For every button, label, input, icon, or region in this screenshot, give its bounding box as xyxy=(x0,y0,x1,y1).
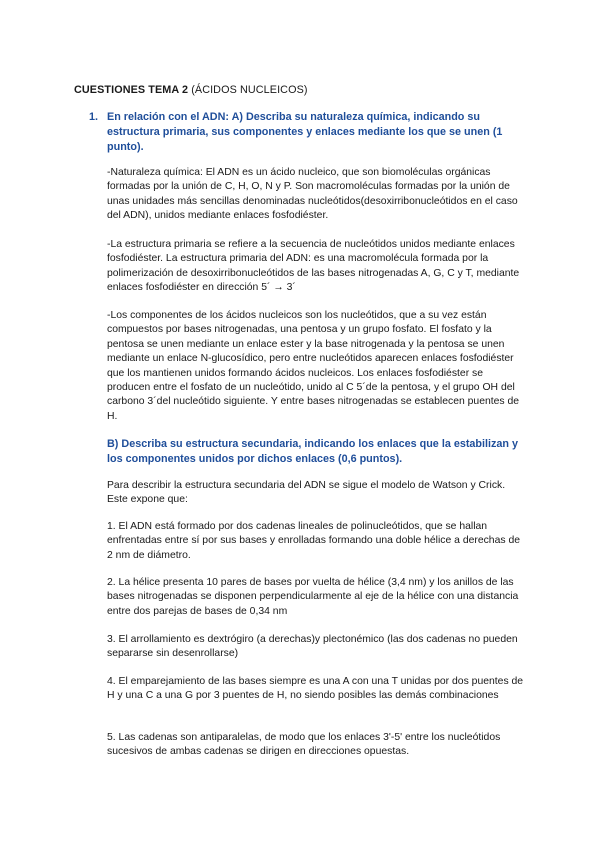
title-rest: (ÁCIDOS NUCLEICOS) xyxy=(188,84,308,96)
paragraph-estructura-primaria: -La estructura primaria se refiere a la secuencia de nucleótidos unidos mediante enlaces fosfodiéster. La estructura primaria del ADN: es una macromolécula formada por la polimerización de desoxirribonucleótidos de las bases nitrogenadas A, G, C y T, mediante enlaces fosfodiéster en dirección 5´ → 3´ xyxy=(107,239,520,294)
title-bold: CUESTIONES TEMA 2 xyxy=(74,84,189,96)
question-1b: B) Describa su estructura secundaria, indicando los enlaces que la estabilizan y los componentes unidos por dichos enlaces (0,6 puntos). xyxy=(107,438,519,465)
paragraph-point-5: 5. Las cadenas son antiparalelas, de modo que los enlaces 3'-5' entre los nucleótidos sucesivos de ambas cadenas se dirigen en direcciones opuestas. xyxy=(107,732,501,758)
paragraph-point-4: 4. El emparejamiento de las bases siempre es una A con una T unidas por dos puentes de H y una C a una G por 3 puentes de H, no siendo posibles las demás combinaciones xyxy=(107,676,524,702)
paragraph-watson-crick: Para describir la estructura secundaria del ADN se sigue el modelo de Watson y Crick. Este expone que: xyxy=(107,480,506,506)
paragraph-naturaleza: -Naturaleza química: El ADN es un ácido nucleico, que son biomoléculas orgánicas formadas por la unión de C, H, O, N y P. Son macromoléculas formadas por la unión de unas unidades más sencillas denominadas nucleótidos(desoxirribonucleótidos en el caso del ADN), unidos mediante enlaces fosfodiéster. xyxy=(107,167,518,222)
question-1 xyxy=(89,110,529,155)
paragraph-componentes: -Los componentes de los ácidos nucleicos son los nucleótidos, que a su vez están compuestos por bases nitrogenadas, una pentosa y un grupo fosfato. El fosfato y la pentosa se unen mediante un enlace ester y la base nitrogenada y la pentosa se unen mediante un enlace N-glucosídico, pero entre nucleótidos aparecen enlaces fosfodiéster que los mantienen unidos formando ácidos nucleicos. Los enlaces fosfodiéster se producen entre el fosfato de un nucleótido, unido al C 5´de la pentosa, y el grupo OH del carbono 3´del nucleótido siguiente. Y entre bases nitrogenadas se establecen puentes de H. xyxy=(107,310,520,422)
paragraph-point-1: 1. El ADN está formado por dos cadenas lineales de polinucleótidos, que se hallan enfrentadas entre sí por sus bases y enrolladas formando una doble hélice a derechas de 2 nm de diámetro. xyxy=(107,521,521,561)
question-1-text: En relación con el ADN: A) Describa su naturaleza química, indicando su estructura primaria, sus componentes y enlaces mediante los que se unen (1 punto). xyxy=(107,111,503,153)
page-title xyxy=(74,84,308,96)
question-1-number: 1. xyxy=(89,111,99,123)
paragraph-point-2: 2. La hélice presenta 10 pares de bases por vuelta de hélice (3,4 nm) y los anillos de las bases nitrogenadas se disponen perpendicularmente al eje de la hélice con una distancia entre dos parejas de bases de 0,34 nm xyxy=(107,577,519,617)
paragraph-point-3: 3. El arrollamiento es dextrógiro (a derechas)y plectonémico (las dos cadenas no pueden separarse sin desenrollarse) xyxy=(107,634,518,660)
